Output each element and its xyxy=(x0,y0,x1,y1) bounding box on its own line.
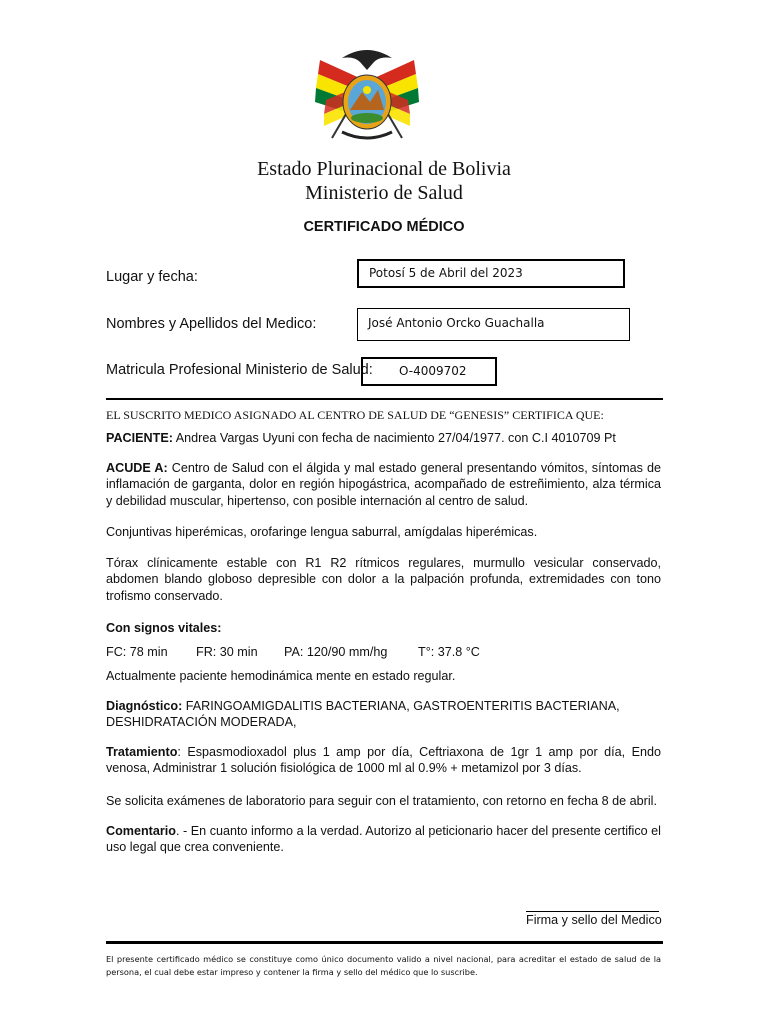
comment-text: . - En cuanto informo a la verdad. Autorizo al peticionario hacer del presente certifico el uso legal que crea conveniente. xyxy=(106,824,661,855)
patient-label: PACIENTE: xyxy=(106,431,173,445)
signature-line xyxy=(526,911,659,912)
header-ministry-name: Ministerio de Salud xyxy=(305,182,463,204)
conjunctivas-paragraph: Conjuntivas hiperémicas, orofaringe lengua saburral, amígdalas hiperémicas. xyxy=(106,525,538,539)
section-divider xyxy=(106,398,663,400)
coat-of-arms-emblem xyxy=(312,40,422,148)
treatment-text: : Espasmodioxadol plus 1 amp por día, Ceftriaxona de 1gr 1 amp por día, Endo venosa, Administrar 1 solución fisiológica de 1000 ml al 0.9% + metamizol por 3 días. xyxy=(106,745,661,776)
doctor-name-field xyxy=(357,308,630,341)
diagnosis-label: Diagnóstico: xyxy=(106,699,183,713)
patient-text: Andrea Vargas Uyuni con fecha de nacimiento 27/04/1977. con C.I 4010709 Pt xyxy=(172,431,616,445)
attends-label: ACUDE A: xyxy=(106,461,168,475)
comment-label: Comentario xyxy=(106,824,176,838)
vital-signs-heading: Con signos vitales: xyxy=(106,621,222,635)
footer-divider xyxy=(106,941,663,944)
comment-paragraph xyxy=(106,823,661,856)
diagnosis-text: FARINGOAMIGDALITIS BACTERIANA, GASTROENTERITIS BACTERIANA, DESHIDRATACIÓN MODERADA, xyxy=(106,699,620,730)
vital-pa: PA: 120/90 mm/hg xyxy=(284,645,388,659)
vital-fr: FR: 30 min xyxy=(196,645,258,659)
header-state-name: Estado Plurinacional de Bolivia xyxy=(257,158,511,180)
doctor-name-value: José Antonio Orcko Guachalla xyxy=(368,316,545,330)
treatment-label: Tratamiento xyxy=(106,745,178,759)
current-state-paragraph: Actualmente paciente hemodinámica mente en estado regular. xyxy=(106,669,456,683)
thorax-paragraph: Tórax clínicamente estable con R1 R2 rítmicos regulares, murmullo vesicular conservado, abdomen blando globoso depresible con dolor a la palpación profunda, extremidades con tono trofismo conservado. xyxy=(106,556,661,603)
patient-paragraph xyxy=(106,430,661,446)
place-date-label: Lugar y fecha: xyxy=(106,269,198,285)
signature-label: Firma y sello del Medico xyxy=(526,913,662,927)
license-value: O-4009702 xyxy=(399,364,467,378)
place-date-field xyxy=(357,259,625,288)
lab-request-paragraph: Se solicita exámenes de laboratorio para seguir con el tratamiento, con retorno en fecha 8 de abril. xyxy=(106,794,657,808)
doctor-name-label: Nombres y Apellidos del Medico: xyxy=(106,316,317,332)
license-label: Matricula Profesional Ministerio de Salud: xyxy=(106,362,373,378)
place-date-value: Potosí 5 de Abril del 2023 xyxy=(369,266,523,280)
attends-text: Centro de Salud con el álgida y mal estado general presentando vómitos, síntomas de inflamación de garganta, dolor en región hipogástrica, acompañado de estreñimiento, alza térmica y debilidad muscular, hipertenso, con posible internación al centro de salud. xyxy=(106,461,661,508)
treatment-paragraph xyxy=(106,744,661,777)
vital-temp: T°: 37.8 °C xyxy=(418,645,480,659)
license-field xyxy=(361,357,497,386)
diagnosis-paragraph xyxy=(106,698,661,731)
legal-footnote: El presente certificado médico se constituye como único documento valido a nivel nacional, para acreditar el estado de salud de la persona, el cual debe estar impreso y contener la firma y sello del médico que lo suscribe. xyxy=(106,954,661,977)
certifies-statement: EL SUSCRITO MEDICO ASIGNADO AL CENTRO DE SALUD DE “GENESIS” CERTIFICA QUE: xyxy=(106,408,604,422)
document-title: CERTIFICADO MÉDICO xyxy=(303,219,465,235)
vital-fc: FC: 78 min xyxy=(106,645,168,659)
attends-paragraph xyxy=(106,460,661,509)
